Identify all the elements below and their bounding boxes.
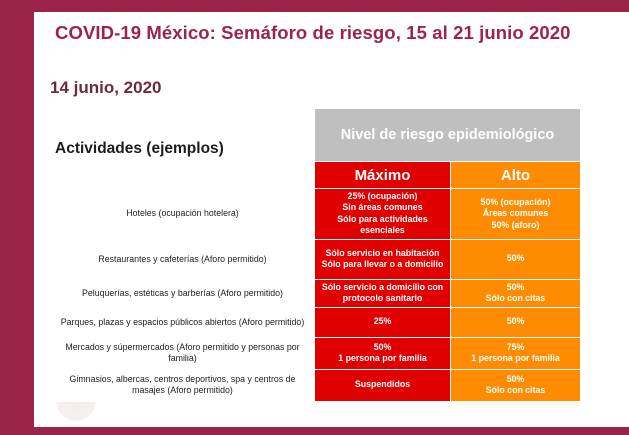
alto-value: 75% 1 persona por familia — [451, 337, 581, 369]
page-subtitle: 14 junio, 2020 — [50, 78, 162, 97]
semaforo-table-container — [50, 108, 580, 402]
activity-label: Parques, plazas y espacios públicos abiertos (Aforo permitido) — [51, 307, 315, 337]
table-row — [51, 189, 581, 240]
alto-value: 50% — [451, 239, 581, 279]
maximo-value: Sólo servicio a domicilio con protocolo sanitario — [315, 279, 451, 307]
activity-label: Peluquerías, estéticas y barberías (Aforo permitido) — [51, 279, 315, 307]
maximo-value: Suspendidos — [315, 369, 451, 401]
table-header-row — [51, 109, 581, 162]
page-title: COVID-19 México: Semáforo de riesgo, 15 al 21 junio 2020 — [55, 22, 571, 43]
alto-value: 50% — [451, 307, 581, 337]
decorative-left-band — [0, 0, 34, 435]
activity-label: Gimnasios, albercas, centros deportivos, spa y centros de masajes (Aforo permitido) — [51, 369, 315, 401]
activity-label: Mercados y súpermercados (Aforo permitido y personas por familia) — [51, 337, 315, 369]
table-row — [51, 239, 581, 279]
alto-value: 50% (ocupación) Áreas comunes 50% (aforo) — [451, 189, 581, 240]
activity-label: Hoteles (ocupación hotelera) — [51, 189, 315, 240]
header-maximo: Máximo — [315, 162, 451, 189]
maximo-value: 50% 1 persona por familia — [315, 337, 451, 369]
decorative-bottom-band — [0, 427, 629, 435]
activity-label: Restaurantes y cafeterías (Aforo permitido) — [51, 239, 315, 279]
maximo-value: Sólo servicio en habitación Sólo para llevar o a domicilio — [315, 239, 451, 279]
alto-value: 50% Sólo con citas — [451, 369, 581, 401]
table-row — [51, 279, 581, 307]
alto-value: 50% Sólo con citas — [451, 279, 581, 307]
maximo-value: 25% (ocupación) Sin áreas comunes Sólo para actividades esenciales — [315, 189, 451, 240]
header-activities: Actividades (ejemplos) — [51, 109, 315, 189]
header-risk-level: Nivel de riesgo epidemiológico — [315, 109, 581, 162]
table-row — [51, 369, 581, 401]
table-row — [51, 307, 581, 337]
table-row — [51, 337, 581, 369]
maximo-value: 25% — [315, 307, 451, 337]
decorative-top-band — [0, 0, 629, 12]
semaforo-table — [50, 108, 581, 402]
header-alto: Alto — [451, 162, 581, 189]
